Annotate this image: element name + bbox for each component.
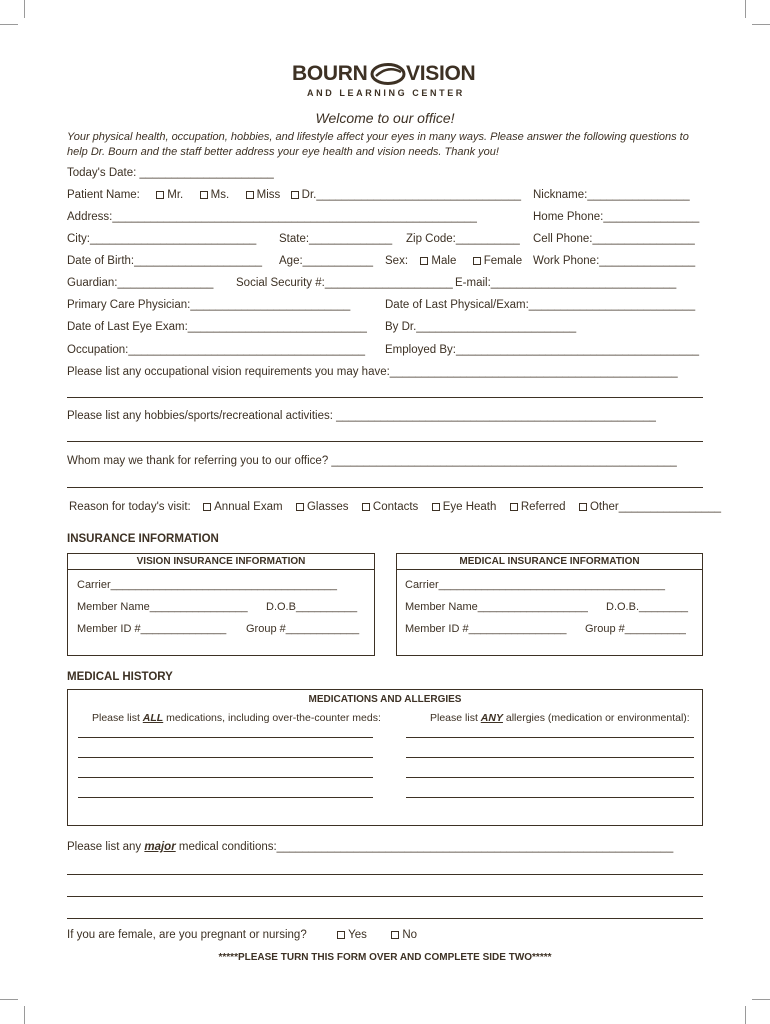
allergy-line[interactable] — [406, 757, 694, 758]
write-line[interactable] — [67, 865, 703, 875]
insurance-title: INSURANCE INFORMATION — [67, 533, 219, 545]
city-field[interactable]: City:__________________________ — [67, 233, 257, 245]
checkbox-icon — [296, 503, 304, 511]
dr-checkbox[interactable]: Dr.________________________________ — [291, 189, 521, 201]
write-line[interactable] — [67, 388, 703, 398]
medications-allergies-panel — [67, 689, 703, 826]
reason-contacts-checkbox[interactable]: Contacts — [362, 501, 418, 513]
referral-field[interactable]: Whom may we thank for referring you to our office? ______________________________________________________ — [67, 455, 677, 467]
allergy-line[interactable] — [406, 777, 694, 778]
patient-name-label: Patient Name: — [67, 189, 140, 201]
dob-field[interactable]: Date of Birth:____________________ — [67, 255, 263, 267]
reason-eye-heath-checkbox[interactable]: Eye Heath — [432, 501, 497, 513]
checkbox-icon — [362, 503, 370, 511]
reason-glasses-checkbox[interactable]: Glasses — [296, 501, 349, 513]
mr-checkbox[interactable]: Mr. — [156, 189, 183, 201]
state-field[interactable]: State:_____________ — [279, 233, 393, 245]
medication-line[interactable] — [78, 797, 373, 798]
medications-allergies-header: MEDICATIONS AND ALLERGIES — [308, 694, 462, 705]
logo-subtitle: AND LEARNING CENTER — [307, 88, 465, 98]
checkbox-icon — [203, 503, 211, 511]
write-line[interactable] — [67, 909, 703, 919]
occupation-field[interactable]: Occupation:_____________________________________ — [67, 344, 366, 356]
male-checkbox[interactable]: Male — [420, 255, 456, 267]
reason-label: Reason for today's visit: — [69, 501, 191, 513]
ms-checkbox[interactable]: Ms. — [200, 189, 230, 201]
nickname-field[interactable]: Nickname:________________ — [533, 189, 690, 201]
vision-dob-field[interactable]: D.O.B__________ — [266, 601, 358, 613]
crop-mark — [745, 0, 746, 18]
medication-line[interactable] — [78, 757, 373, 758]
medical-dob-field[interactable]: D.O.B.________ — [606, 601, 688, 613]
checkbox-icon — [337, 931, 345, 939]
hobbies-field[interactable]: Please list any hobbies/sports/recreational activities: __________________________________________________ — [67, 410, 656, 422]
medical-member-id-field[interactable]: Member ID #________________ — [405, 623, 567, 635]
last-physical-field[interactable]: Date of Last Physical/Exam:__________________________ — [385, 299, 696, 311]
pregnancy-row — [67, 929, 417, 941]
allergy-line[interactable] — [406, 797, 694, 798]
home-phone-field[interactable]: Home Phone:_______________ — [533, 211, 700, 223]
sex-row — [385, 255, 522, 267]
logo-word-left: BOURN — [292, 62, 368, 85]
by-dr-field[interactable]: By Dr._________________________ — [385, 321, 577, 333]
vision-carrier-field[interactable]: Carrier_____________________________________ — [77, 579, 337, 591]
medication-line[interactable] — [78, 737, 373, 738]
checkbox-icon — [246, 191, 254, 199]
vision-insurance-header: VISION INSURANCE INFORMATION — [68, 554, 374, 570]
reason-other-checkbox[interactable]: Other________________ — [579, 501, 721, 513]
todays-date-field[interactable]: Today's Date: _____________________ — [67, 167, 274, 179]
medical-insurance-panel — [396, 553, 703, 656]
checkbox-icon — [420, 257, 428, 265]
zip-field[interactable]: Zip Code:__________ — [406, 233, 520, 245]
crop-mark — [24, 1006, 25, 1024]
vision-group-field[interactable]: Group #____________ — [246, 623, 360, 635]
address-field[interactable]: Address:_________________________________________________________ — [67, 211, 477, 223]
age-field[interactable]: Age:___________ — [279, 255, 374, 267]
logo-word-right: VISION — [406, 62, 476, 85]
checkbox-icon — [510, 503, 518, 511]
write-line[interactable] — [67, 887, 703, 897]
email-field[interactable]: E-mail:_____________________________ — [455, 277, 677, 289]
crop-mark — [752, 999, 770, 1000]
write-line[interactable] — [67, 478, 703, 488]
primary-care-field[interactable]: Primary Care Physician:_________________________ — [67, 299, 351, 311]
vision-insurance-panel — [67, 553, 375, 656]
checkbox-icon — [391, 931, 399, 939]
allergy-line[interactable] — [406, 737, 694, 738]
last-eye-exam-field[interactable]: Date of Last Eye Exam:____________________________ — [67, 321, 367, 333]
work-phone-field[interactable]: Work Phone:_______________ — [533, 255, 696, 267]
medication-line[interactable] — [78, 777, 373, 778]
crop-mark — [752, 24, 770, 25]
write-line[interactable] — [67, 432, 703, 442]
pregnancy-yes-checkbox[interactable]: Yes — [337, 929, 367, 941]
employed-by-field[interactable]: Employed By:______________________________________ — [385, 344, 699, 356]
ssn-field[interactable]: Social Security #:____________________ — [236, 277, 453, 289]
occupational-vision-field[interactable]: Please list any occupational vision requirements you may have:_____________________________________________ — [67, 366, 678, 378]
medical-conditions-field[interactable]: Please list any major medical conditions:______________________________________________________________ — [67, 841, 674, 853]
reason-row — [69, 501, 721, 513]
checkbox-icon — [432, 503, 440, 511]
checkbox-icon — [291, 191, 299, 199]
allergies-instruction: Please list ANY allergies (medication or environmental): — [430, 712, 690, 724]
eye-logo-icon — [370, 63, 406, 85]
vision-member-id-field[interactable]: Member ID #______________ — [77, 623, 227, 635]
welcome-heading: Welcome to our office! — [315, 110, 455, 126]
sex-label: Sex: — [385, 255, 409, 267]
logo — [292, 62, 492, 102]
checkbox-icon — [473, 257, 481, 265]
crop-mark — [0, 24, 18, 25]
vision-member-name-field[interactable]: Member Name________________ — [77, 601, 248, 613]
crop-mark — [0, 999, 18, 1000]
reason-referred-checkbox[interactable]: Referred — [510, 501, 566, 513]
miss-checkbox[interactable]: Miss — [246, 189, 281, 201]
pregnancy-question: If you are female, are you pregnant or nursing? — [67, 929, 307, 941]
medical-history-title: MEDICAL HISTORY — [67, 671, 173, 683]
crop-mark — [745, 1006, 746, 1024]
patient-name-row — [67, 189, 521, 201]
medications-instruction: Please list ALL medications, including over-the-counter meds: — [92, 712, 381, 724]
turn-over-notice: *****PLEASE TURN THIS FORM OVER AND COMPLETE SIDE TWO***** — [218, 952, 552, 963]
pregnancy-no-checkbox[interactable]: No — [391, 929, 417, 941]
checkbox-icon — [200, 191, 208, 199]
medical-carrier-field[interactable]: Carrier_____________________________________ — [405, 579, 665, 591]
medical-member-name-field[interactable]: Member Name__________________ — [405, 601, 588, 613]
medical-group-field[interactable]: Group #__________ — [585, 623, 686, 635]
intro-text: Your physical health, occupation, hobbies, and lifestyle affect your eyes in many ways. Please answer the following questions to help Dr. Bourn and the staff better address your eye health and vision needs. Thank you! — [67, 131, 689, 158]
checkbox-icon — [156, 191, 164, 199]
guardian-field[interactable]: Guardian:_______________ — [67, 277, 214, 289]
female-checkbox[interactable]: Female — [473, 255, 522, 267]
cell-phone-field[interactable]: Cell Phone:________________ — [533, 233, 695, 245]
reason-annual-exam-checkbox[interactable]: Annual Exam — [203, 501, 282, 513]
crop-mark — [24, 0, 25, 18]
checkbox-icon — [579, 503, 587, 511]
medical-insurance-header: MEDICAL INSURANCE INFORMATION — [397, 554, 702, 570]
